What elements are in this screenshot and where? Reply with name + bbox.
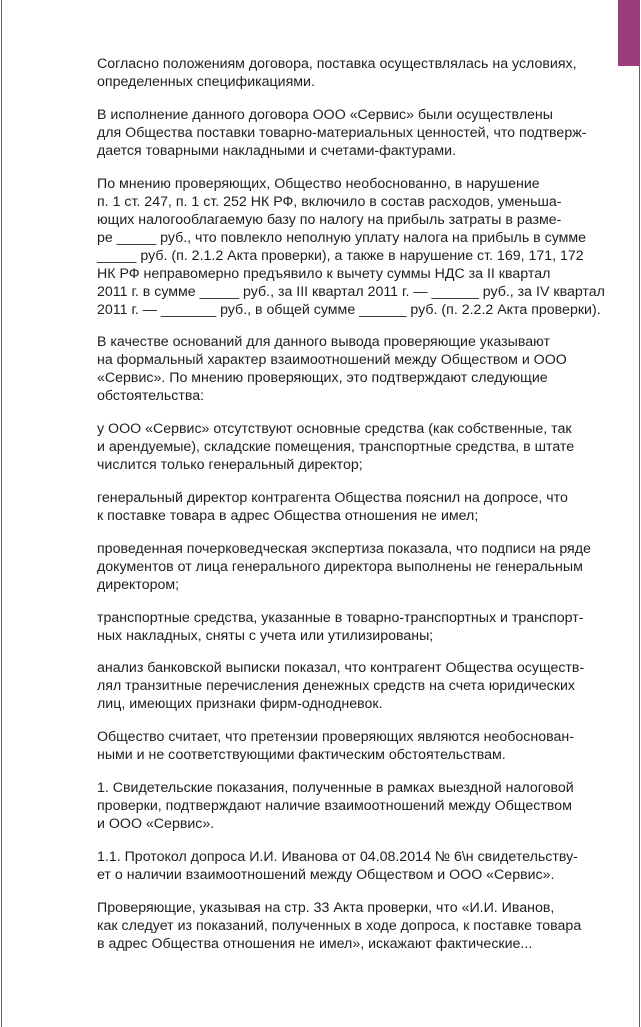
text-line: ными и не соответствующими фактическим обстоятельствам.	[97, 747, 506, 764]
text-line: ных накладных, сняты с учета или утилизированы;	[97, 627, 434, 644]
document-body	[97, 55, 605, 967]
text-line: для Общества поставки товарно-материальных ценностей, что подтверж-	[97, 124, 587, 141]
text-line: ет о наличии взаимоотношений между Обществом и ООО «Сервис».	[97, 866, 555, 883]
text-line: и арендуемые), складские помещения, транспортные средства, в штате	[97, 439, 575, 456]
paragraph	[97, 659, 589, 713]
text-line: анализ банковской выписки показал, что контрагент Общества осуществ-	[97, 660, 585, 677]
page-border-right	[639, 0, 640, 1027]
text-line: В качестве оснований для данного вывода проверяющие указывают	[97, 334, 550, 351]
text-line: Проверяющие, указывая на стр. 33 Акта проверки, что «И.И. Иванов,	[97, 899, 555, 916]
paragraph	[97, 848, 589, 884]
text-line: дается товарными накладными и счетами-фактурами.	[97, 142, 457, 159]
paragraph	[97, 106, 589, 160]
paragraph	[97, 489, 589, 525]
paragraph	[97, 333, 589, 405]
text-line: проверки, подтверждают наличие взаимоотношений между Обществом	[97, 797, 572, 814]
text-line: В исполнение данного договора ООО «Сервис» были осуществлены	[97, 106, 553, 123]
paragraph	[97, 779, 589, 833]
paragraph	[97, 540, 589, 594]
text-line: на формальный характер взаимоотношений между Обществом и ООО	[97, 352, 567, 369]
text-line: лиц, имеющих признаки фирм-однодневок.	[97, 696, 383, 713]
text-line: документов от лица генерального директора выполнены не генеральным	[97, 558, 583, 575]
corner-tab	[618, 0, 640, 66]
paragraph	[97, 609, 589, 645]
text-line: 2011 г. в сумме _____ руб., за III квартал 2011 г. — ______ руб., за IV квартал	[97, 283, 605, 300]
text-line: проведенная почерковедческая экспертиза показала, что подписи на ряде	[97, 540, 591, 557]
text-line: НК РФ неправомерно предъявило к вычету суммы НДС за II квартал	[97, 265, 551, 282]
text-line: 1.1. Протокол допроса И.И. Иванова от 04.08.2014 № 6\н свидетельству-	[97, 848, 578, 865]
paragraph	[97, 728, 589, 764]
text-line: у ООО «Сервис» отсутствуют основные средства (как собственные, так	[97, 421, 572, 438]
text-line: к поставке товара в адрес Общества отношения не имел;	[97, 507, 479, 524]
text-line: ре _____ руб., что повлекло неполную уплату налога на прибыль в сумме	[97, 229, 587, 246]
text-line: п. 1 ст. 247, п. 1 ст. 252 НК РФ, включило в состав расходов, уменьша-	[97, 193, 562, 210]
text-line: директором;	[97, 576, 180, 593]
text-line: числится только генеральный директор;	[97, 457, 363, 474]
text-line: ющих налогооблагаемую базу по налогу на прибыль затраты в разме-	[97, 211, 562, 228]
text-line: Общество считает, что претензии проверяющих являются необоснован-	[97, 729, 574, 746]
text-line: определенных спецификациями.	[97, 74, 315, 90]
text-line: «Сервис». По мнению проверяющих, это подтверждают следующие	[97, 370, 548, 387]
text-line: и ООО «Сервис».	[97, 815, 215, 832]
paragraph	[97, 899, 589, 953]
text-line: генеральный директор контрагента Общества пояснил на допросе, что	[97, 489, 568, 506]
text-line: в адрес Общества отношения не имел», искажают фактические...	[97, 935, 533, 952]
paragraph	[97, 175, 605, 319]
text-line: как следует из показаний, полученных в ходе допроса, к поставке товара	[97, 917, 582, 934]
text-line: По мнению проверяющих, Общество необоснованно, в нарушение	[97, 175, 540, 192]
paragraph	[97, 55, 589, 91]
page-border-left	[1, 0, 2, 1027]
text-line: обстоятельства:	[97, 388, 205, 405]
paragraph	[97, 420, 589, 474]
text-line: 1. Свидетельские показания, полученные в рамках выездной налоговой	[97, 779, 574, 796]
text-line: 2011 г. — _______ руб., в общей сумме ______ руб. (п. 2.2.2 Акта проверки).	[97, 301, 601, 318]
text-line: транспортные средства, указанные в товарно-транспортных и транспорт-	[97, 609, 584, 626]
text-line: лял транзитные перечисления денежных средств на счета юридических	[97, 678, 575, 695]
text-line: Согласно положениям договора, поставка осуществлялась на условиях,	[97, 56, 577, 72]
text-line: _____ руб. (п. 2.1.2 Акта проверки), а также в нарушение ст. 169, 171, 172	[97, 247, 584, 264]
